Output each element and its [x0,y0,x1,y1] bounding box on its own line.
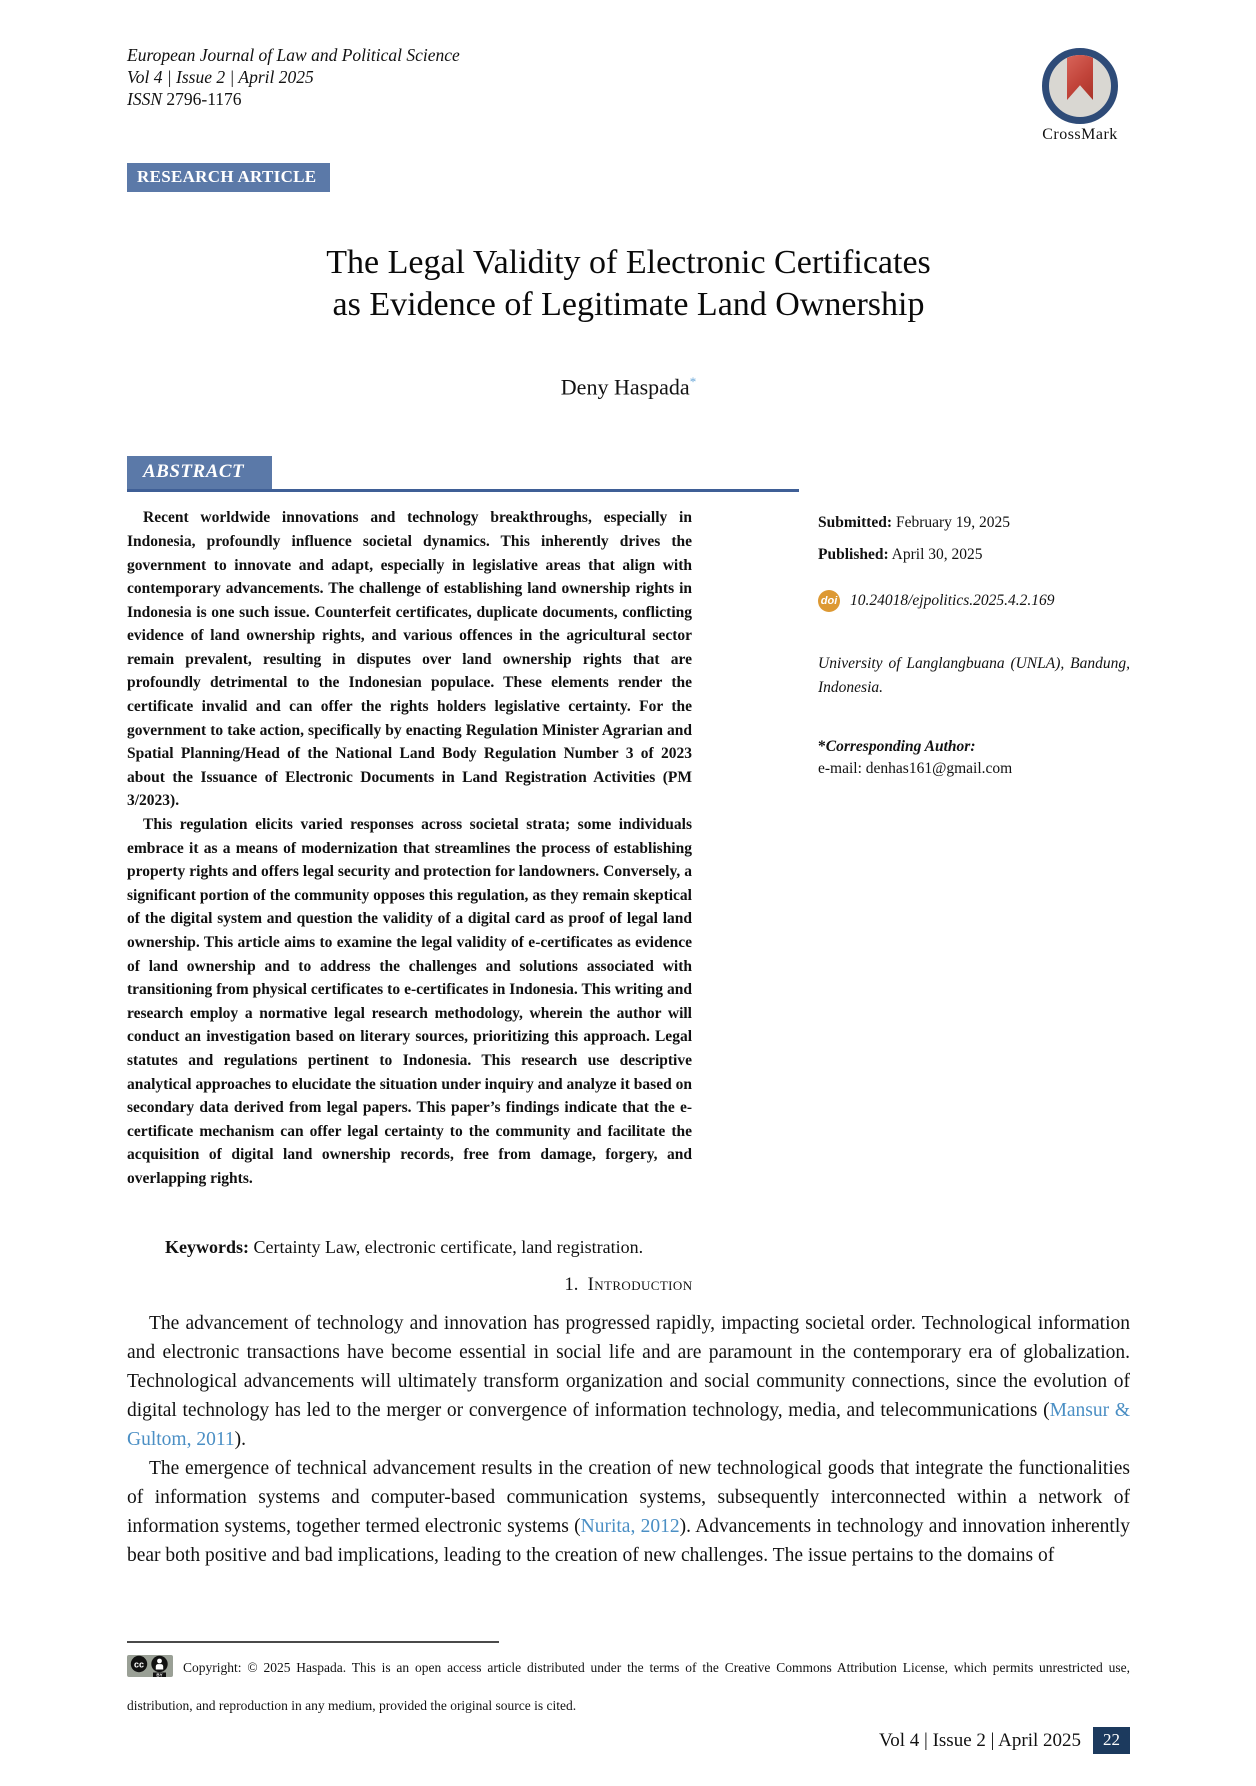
sidebar [818,506,1130,1190]
journal-name: European Journal of Law and Political Science [127,45,460,65]
abstract-badge: ABSTRACT [127,456,272,489]
author-name: Deny Haspada [560,374,690,400]
journal-info [127,44,460,110]
cc-by-icon [127,1654,173,1690]
corresponding-star: * [818,738,826,756]
doi-row [818,590,1130,612]
intro-p1-text: The advancement of technology and innovation has progressed rapidly, impacting societal order. Technological information and electronic transactions have become essential in social life and are paramount in the contemporary era of globalization. Technological advancements will ultimately transform organization and social community connections, since the evolution of digital technology has led to the merger or convergence of information technology, media, and telecommunications ( [127,1312,1130,1421]
issn-value: 2796-1176 [166,89,242,109]
crossmark-bookmark-icon [1067,54,1093,100]
abstract-paragraph: Recent worldwide innovations and technology breakthroughs, especially in Indonesia, profoundly influence societal dynamics. This inherently drives the government to innovate and adapt, especially in legislative areas that align with contemporary advancements. The challenge of establishing land ownership rights in Indonesia is one such issue. Counterfeit certificates, duplicate documents, conflicting evidence of land ownership rights, and various offences in the agricultural sector remain prevalent, resulting in disputes over land ownership rights that are profoundly detrimental to the Indonesian populace. These elements render the certificate invalid and can offer the rights holders legislative certainty. For the government to take action, specifically by enacting Regulation Minister Agrarian and Spatial Planning/Head of the National Land Body Regulation Number 3 of 2023 about the Issuance of Electronic Documents in Land Registration Activities (PM 3/2023). [127,509,692,810]
volume-row [127,1727,1130,1754]
keywords-line [127,1237,1130,1258]
email-label: e-mail: [818,760,862,778]
page-number-box: 22 [1093,1727,1130,1754]
doi-icon: doi [818,590,840,612]
intro-p2-text-end: ). Advancements in technology and innovation inherently bear both positive and bad implications, leading to the creation of new challenges. The issue pertains to the domains of [127,1515,1131,1566]
abstract-header [127,456,799,492]
journal-issue-line: Vol 4 | Issue 2 | April 2025 [127,67,314,87]
citation-link[interactable]: Nurita, 2012 [580,1515,680,1537]
citation-link[interactable]: Mansur & Gultom, 2011 [127,1399,1130,1450]
intro-paragraph-2 [127,1454,1130,1570]
keywords-text: Certainty Law, electronic certificate, land registration. [253,1236,644,1257]
copyright-text: Copyright: © 2025 Haspada. This is an open access article distributed under the terms of the Creative Commons Attribution License, which permits unrestricted use, distribution, and reproduction in any medium, provided the original source is cited. [127,1660,1130,1713]
svg-text:cc: cc [133,1659,145,1670]
affiliation: University of Langlangbuana (UNLA), Bandung, Indonesia. [818,655,1130,697]
section-title: Introduction [587,1274,693,1295]
section-number: 1. [564,1274,579,1295]
author-asterisk: * [689,374,697,389]
title-line-2: as Evidence of Legitimate Land Ownership [332,286,925,323]
crossmark-label: CrossMark [1042,126,1118,143]
header [127,44,1130,144]
intro-paragraph-1 [127,1309,1130,1454]
abstract-paragraph: This regulation elicits varied responses across societal strata; some individuals embrace it as a means of modernization that streamlines the process of establishing property rights and offers legal security and protection for landowners. Conversely, a significant portion of the community opposes this regulation, as they remain skeptical of the digital system and question the validity of a digital card as proof of legal land ownership. This article aims to examine the legal validity of e-certificates as evidence of land ownership and to address the challenges and solutions associated with transitioning from physical certificates to e-certificates in Indonesia. This writing and research employ a normative legal research methodology, wherein the author will conduct an investigation based on literary sources, prioritizing this approach. Legal statutes and regulations pertinent to Indonesia. This research use descriptive analytical approaches to elucidate the situation under inquiry and analyze it based on secondary data derived from legal papers. This paper’s findings indicate that the e-certificate mechanism can offer legal certainty to the community and facilitate the acquisition of digital land ownership records, free from damage, forgery, and overlapping rights. [127,816,692,1187]
email-line [818,758,1130,780]
doi-value[interactable]: 10.24018/ejpolitics.2025.4.2.169 [850,592,1055,610]
footnote-rule [127,1641,499,1643]
volume-issue-line: Vol 4 | Issue 2 | April 2025 [878,1729,1081,1751]
research-article-badge: RESEARCH ARTICLE [127,163,330,192]
submitted-value: February 19, 2025 [895,514,1011,532]
intro-p2-text: The emergence of technical advancement results in the creation of new technological goods that integrate the functionalities of information systems and computer-based communication systems, subsequently interconnected within a network of information systems, together termed electronic systems ( [127,1457,1130,1537]
introduction-body [127,1309,1130,1570]
issn-label: ISSN [127,89,162,109]
article-title [127,242,1130,326]
copyright-line [127,1652,1130,1722]
footer [127,1641,1130,1754]
published-row [818,546,1130,564]
svg-text:BY: BY [156,1672,163,1678]
keywords-label: Keywords: [165,1236,249,1257]
email-value[interactable]: denhas161@gmail.com [865,760,1013,778]
introduction-heading [127,1275,1130,1296]
crossmark-link[interactable] [1042,48,1118,144]
abstract-body [127,506,692,1190]
author-line [127,374,1130,400]
submitted-label: Submitted: [818,514,893,532]
title-line-1: The Legal Validity of Electronic Certificates [326,244,931,281]
submitted-row [818,514,1130,532]
published-value: April 30, 2025 [891,546,983,564]
corresponding-author-block [818,736,1130,780]
abstract-and-sidebar [127,506,1130,1190]
published-label: Published: [818,546,889,564]
crossmark-logo-icon [1042,48,1118,124]
journal-issn-line [127,88,460,110]
intro-p1-text-end: ). [234,1428,246,1450]
corresponding-author-label: *Corresponding Author: [818,738,976,756]
